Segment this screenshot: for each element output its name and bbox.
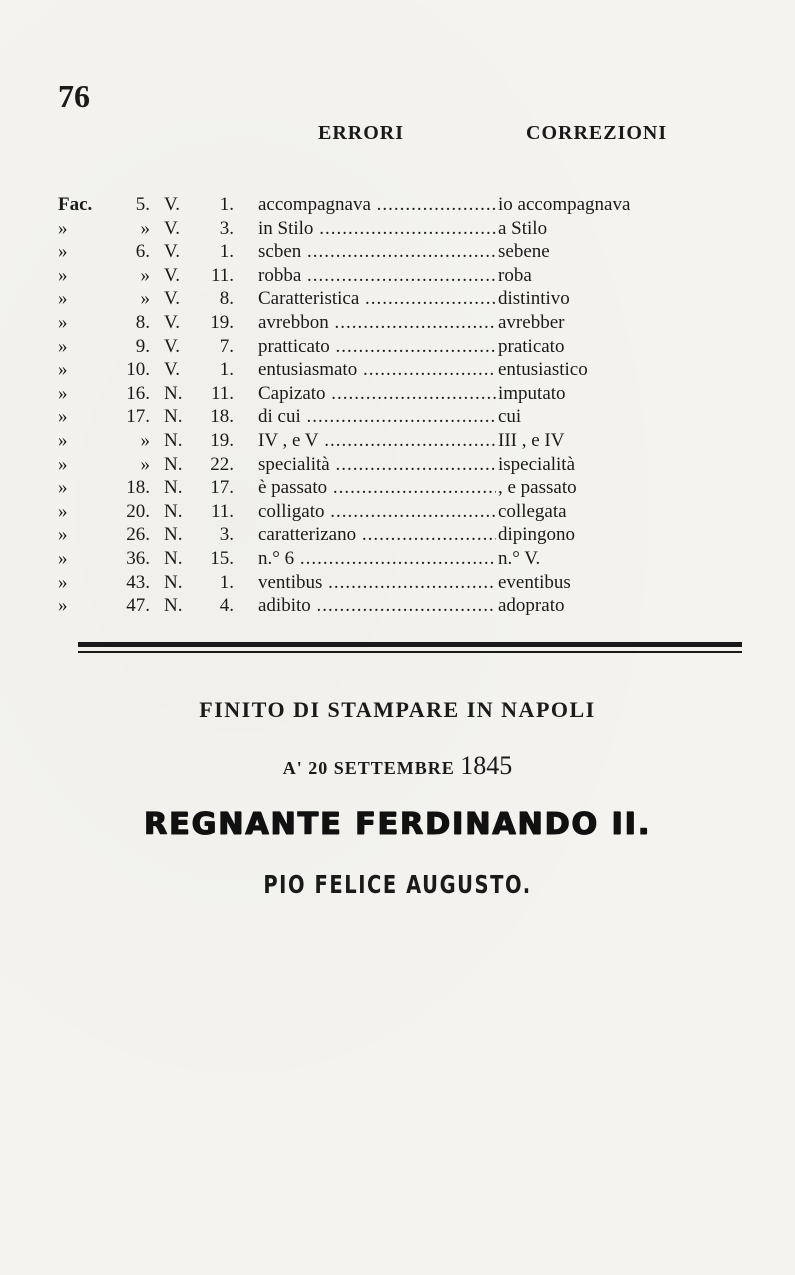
errata-error: caratterizano .....: [258, 523, 496, 547]
errata-correction: cui: [498, 406, 522, 428]
errata-fac: »: [58, 524, 68, 546]
errata-row: [58, 382, 678, 406]
errata-correction: sebene: [498, 241, 550, 263]
errata-fac: »: [58, 217, 68, 239]
errata-page: 20.: [126, 500, 150, 522]
errata-row: [58, 358, 678, 382]
errata-page: »: [140, 264, 150, 286]
errata-line: 15.: [210, 547, 234, 569]
errata-fac: »: [58, 571, 68, 593]
errata-line: 7.: [219, 335, 234, 357]
errata-correction: praticato: [498, 335, 565, 357]
errata-error: robba .....: [258, 264, 496, 288]
errata-page: 36.: [126, 547, 150, 569]
errata-page: 8.: [135, 311, 150, 333]
errata-line: 1.: [219, 571, 234, 593]
imprint-pio: PIO FELICE AUGUSTO.: [263, 870, 532, 899]
errata-kind: N.: [164, 500, 183, 522]
errata-fac: »: [58, 453, 68, 475]
errata-row: [58, 500, 678, 524]
errata-line: 18.: [210, 406, 234, 428]
errata-page: 47.: [126, 595, 150, 617]
errata-row: [58, 429, 678, 453]
errata-correction: III , e IV: [498, 429, 565, 451]
errata-fac: »: [58, 264, 68, 286]
errata-line: 11.: [210, 382, 234, 404]
errata-fac: »: [58, 311, 68, 333]
errata-fac: »: [58, 500, 68, 522]
errata-correction: imputato: [498, 382, 566, 404]
errata-fac: »: [58, 595, 68, 617]
errata-line: 3.: [219, 524, 234, 546]
page-number: 76: [58, 78, 90, 114]
errata-page: 6.: [135, 241, 150, 263]
errata-page: »: [140, 429, 150, 451]
errata-error: Capizato .....: [258, 382, 496, 406]
errata-kind: V.: [164, 335, 181, 357]
errata-kind: V.: [164, 311, 181, 333]
errata-correction: adoprato: [498, 595, 565, 617]
imprint-date: [0, 751, 795, 781]
errata-row: [58, 476, 678, 500]
errata-error: colligato .....: [258, 500, 496, 524]
errata-correction: avrebber: [498, 311, 565, 333]
errata-fac: »: [58, 359, 68, 381]
errata-row: [58, 335, 678, 359]
errata-kind: N.: [164, 595, 183, 617]
errata-row: [58, 217, 678, 241]
errata-row: [58, 405, 678, 429]
errata-correction: eventibus: [498, 571, 571, 593]
errata-line: 17.: [210, 477, 234, 499]
errata-correction: a Stilo: [498, 217, 548, 239]
errata-kind: N.: [164, 477, 183, 499]
divider-thick: [78, 642, 742, 647]
errata-line: 11.: [210, 264, 234, 286]
errata-kind: N.: [164, 382, 183, 404]
errata-kind: V.: [164, 241, 181, 263]
errata-page: »: [140, 217, 150, 239]
errata-correction: dipingono: [498, 524, 576, 546]
errata-page: 43.: [126, 571, 150, 593]
errata-correction: collegata: [498, 500, 567, 522]
errata-kind: V.: [164, 264, 181, 286]
errata-error: specialità .....: [258, 453, 496, 477]
errata-line: 4.: [219, 595, 234, 617]
errata-kind: N.: [164, 429, 183, 451]
errata-error: di cui .....: [258, 405, 496, 429]
errata-page: »: [140, 453, 150, 475]
errata-row: [58, 453, 678, 477]
errata-page: 17.: [126, 406, 150, 428]
errata-line: 19.: [210, 429, 234, 451]
errata-correction: n.° V.: [498, 547, 541, 569]
errata-fac: »: [58, 288, 68, 310]
errata-kind: N.: [164, 453, 183, 475]
errata-fac: »: [58, 429, 68, 451]
errata-kind: N.: [164, 406, 183, 428]
errata-kind: N.: [164, 547, 183, 569]
errata-row: [58, 193, 678, 217]
errata-line: 3.: [219, 217, 234, 239]
errata-correction: , e passato: [498, 477, 577, 499]
errata-fac: Fac.: [58, 194, 93, 215]
errata-error: avrebbon .....: [258, 311, 496, 335]
errata-correction: distintivo: [498, 288, 570, 310]
errata-table: [58, 193, 678, 618]
errata-correction: io accompagnava: [498, 194, 631, 215]
errata-row: [58, 264, 678, 288]
errata-error: ventibus .....: [258, 571, 496, 595]
errata-row: [58, 311, 678, 335]
errata-line: 19.: [210, 311, 234, 333]
errata-fac: »: [58, 477, 68, 499]
errata-row: [58, 547, 678, 571]
imprint-date-prefix: A' 20 SETTEMBRE: [282, 758, 455, 778]
errata-fac: »: [58, 335, 68, 357]
imprint-regnante: REGNANTE FERDINANDO II.: [143, 807, 652, 842]
divider-thin: [78, 651, 742, 653]
errata-page: 9.: [135, 335, 150, 357]
errata-row: [58, 523, 678, 547]
errata-correction: entusiastico: [498, 359, 588, 381]
errata-row: [58, 287, 678, 311]
header-correzioni: CORREZIONI: [526, 122, 668, 144]
errata-line: 1.: [219, 359, 234, 381]
errata-line: 11.: [210, 500, 234, 522]
errata-row: [58, 240, 678, 264]
errata-kind: N.: [164, 524, 183, 546]
errata-page: 5.: [135, 194, 150, 215]
errata-kind: V.: [164, 359, 181, 381]
errata-fac: »: [58, 241, 68, 263]
errata-correction: roba: [498, 264, 532, 286]
errata-error: in Stilo .....: [258, 217, 496, 241]
errata-kind: V.: [164, 217, 181, 239]
errata-kind: V.: [164, 288, 181, 310]
errata-page: 16.: [126, 382, 150, 404]
errata-error: IV , e V .....: [258, 429, 496, 453]
errata-row: [58, 571, 678, 595]
errata-error: Caratteristica .....: [258, 287, 496, 311]
errata-line: 22.: [210, 453, 234, 475]
errata-page: »: [140, 288, 150, 310]
errata-error: entusiasmato .....: [258, 358, 496, 382]
errata-line: 1.: [219, 241, 234, 263]
errata-error: è passato .....: [258, 476, 496, 500]
errata-line: 1.: [219, 194, 234, 215]
errata-page: 18.: [126, 477, 150, 499]
errata-kind: N.: [164, 571, 183, 593]
imprint-year: 1845: [460, 751, 513, 780]
header-errori: ERRORI: [318, 122, 405, 144]
errata-row: [58, 594, 678, 618]
errata-fac: »: [58, 547, 68, 569]
imprint-finito: FINITO DI STAMPARE IN NAPOLI: [199, 697, 596, 722]
errata-line: 8.: [219, 288, 234, 310]
errata-correction: ispecialità: [498, 453, 576, 475]
errata-error: pratticato .....: [258, 335, 496, 359]
errata-error: adibito .....: [258, 594, 496, 618]
errata-error: scben .....: [258, 240, 496, 264]
errata-page: 10.: [126, 359, 150, 381]
errata-error: accompagnava .....: [258, 193, 496, 217]
errata-fac: »: [58, 406, 68, 428]
errata-kind: V.: [164, 194, 181, 215]
errata-page: 26.: [126, 524, 150, 546]
errata-error: n.° 6 .....: [258, 547, 496, 571]
errata-fac: »: [58, 382, 68, 404]
